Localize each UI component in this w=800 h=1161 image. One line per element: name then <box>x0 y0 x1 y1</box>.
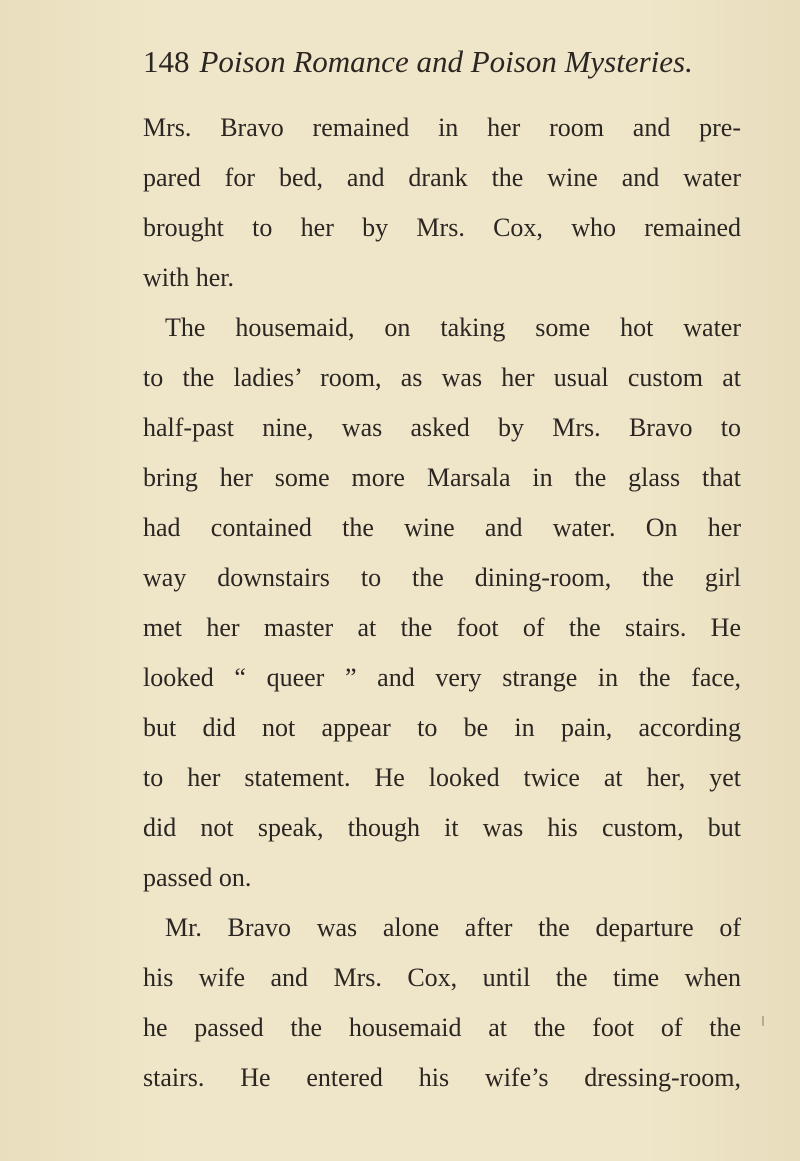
text-line: but did not appear to be in pain, according <box>143 713 741 742</box>
text-line: with her. <box>143 263 234 292</box>
text-line: Mrs. Bravo remained in her room and pre- <box>143 113 741 142</box>
text-line: half-past nine, was asked by Mrs. Bravo to <box>143 413 741 442</box>
running-head <box>143 44 693 80</box>
text-line: met her master at the foot of the stairs. He <box>143 613 741 642</box>
text-line: looked “ queer ” and very strange in the face, <box>143 663 741 692</box>
text-line: brought to her by Mrs. Cox, who remained <box>143 213 741 242</box>
text-line: The housemaid, on taking some hot water <box>165 313 741 342</box>
page-number: 148 <box>143 44 190 79</box>
text-line: pared for bed, and drank the wine and water <box>143 163 741 192</box>
text-line: bring her some more Marsala in the glass that <box>143 463 741 492</box>
text-line: Mr. Bravo was alone after the departure of <box>165 913 741 942</box>
text-line: stairs. He entered his wife’s dressing-room, <box>143 1063 741 1092</box>
text-line: passed on. <box>143 863 252 892</box>
text-line: to her statement. He looked twice at her, yet <box>143 763 741 792</box>
text-line: had contained the wine and water. On her <box>143 513 741 542</box>
text-line: his wife and Mrs. Cox, until the time when <box>143 963 741 992</box>
text-line: did not speak, though it was his custom, but <box>143 813 741 842</box>
running-head-title: Poison Romance and Poison Mysteries. <box>199 44 693 79</box>
text-line: to the ladies’ room, as was her usual custom at <box>143 363 741 392</box>
paper-speck <box>762 1016 764 1026</box>
text-line: he passed the housemaid at the foot of the <box>143 1013 741 1042</box>
text-line: way downstairs to the dining-room, the girl <box>143 563 741 592</box>
